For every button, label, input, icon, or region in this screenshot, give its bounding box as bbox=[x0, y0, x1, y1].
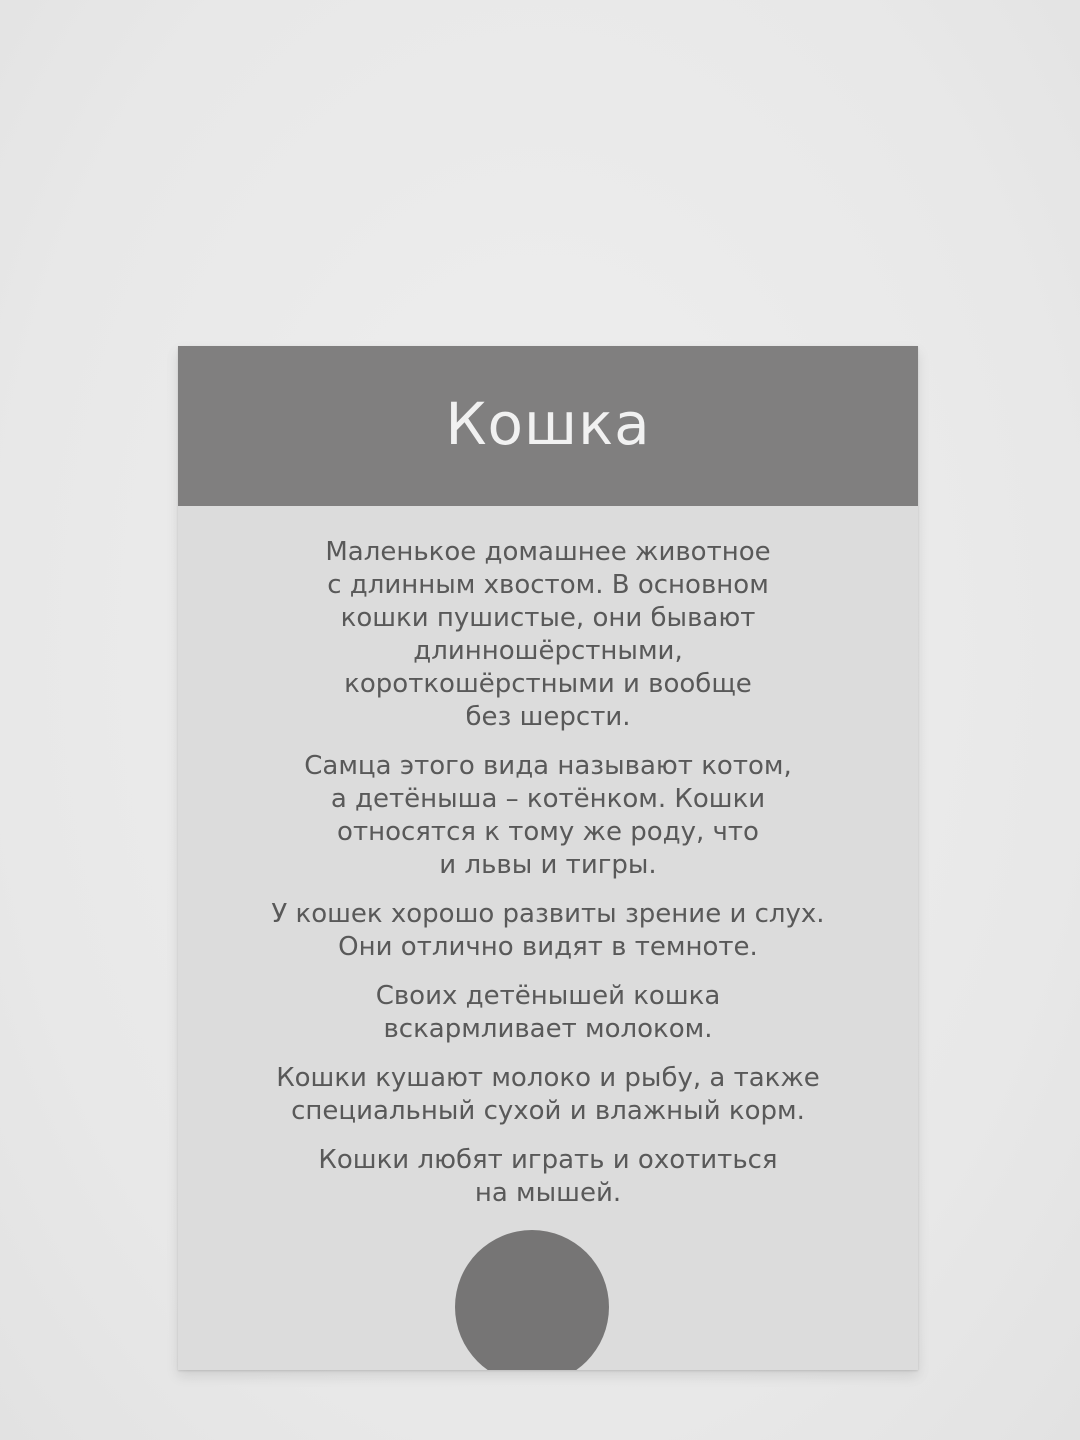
paragraph-naming: Самца этого вида называют котом, а детёныша – котёнком. Кошки относятся к тому же роду, что и львы и тигры. bbox=[304, 751, 792, 880]
card-title: Кошка bbox=[445, 390, 651, 458]
paragraph-behavior: Кошки любят играть и охотиться на мышей. bbox=[318, 1145, 778, 1208]
paragraph-feeding-young: Своих детёнышей кошка вскармливает молоком. bbox=[375, 981, 721, 1044]
card-body bbox=[198, 536, 898, 1226]
card-header-band bbox=[178, 346, 918, 506]
paragraph-diet: Кошки кушают молоко и рыбу, а также специальный сухой и влажный корм. bbox=[276, 1063, 820, 1126]
paragraph-senses: У кошек хорошо развиты зрение и слух. Они отлично видят в темноте. bbox=[271, 899, 825, 962]
paragraph-description: Маленькое домашнее животное с длинным хвостом. В основном кошки пушистые, они бывают длинношёрстными, короткошёрстными и вообще без шерсти. bbox=[325, 537, 771, 732]
decorative-circle bbox=[455, 1230, 609, 1370]
info-card bbox=[178, 346, 918, 1370]
